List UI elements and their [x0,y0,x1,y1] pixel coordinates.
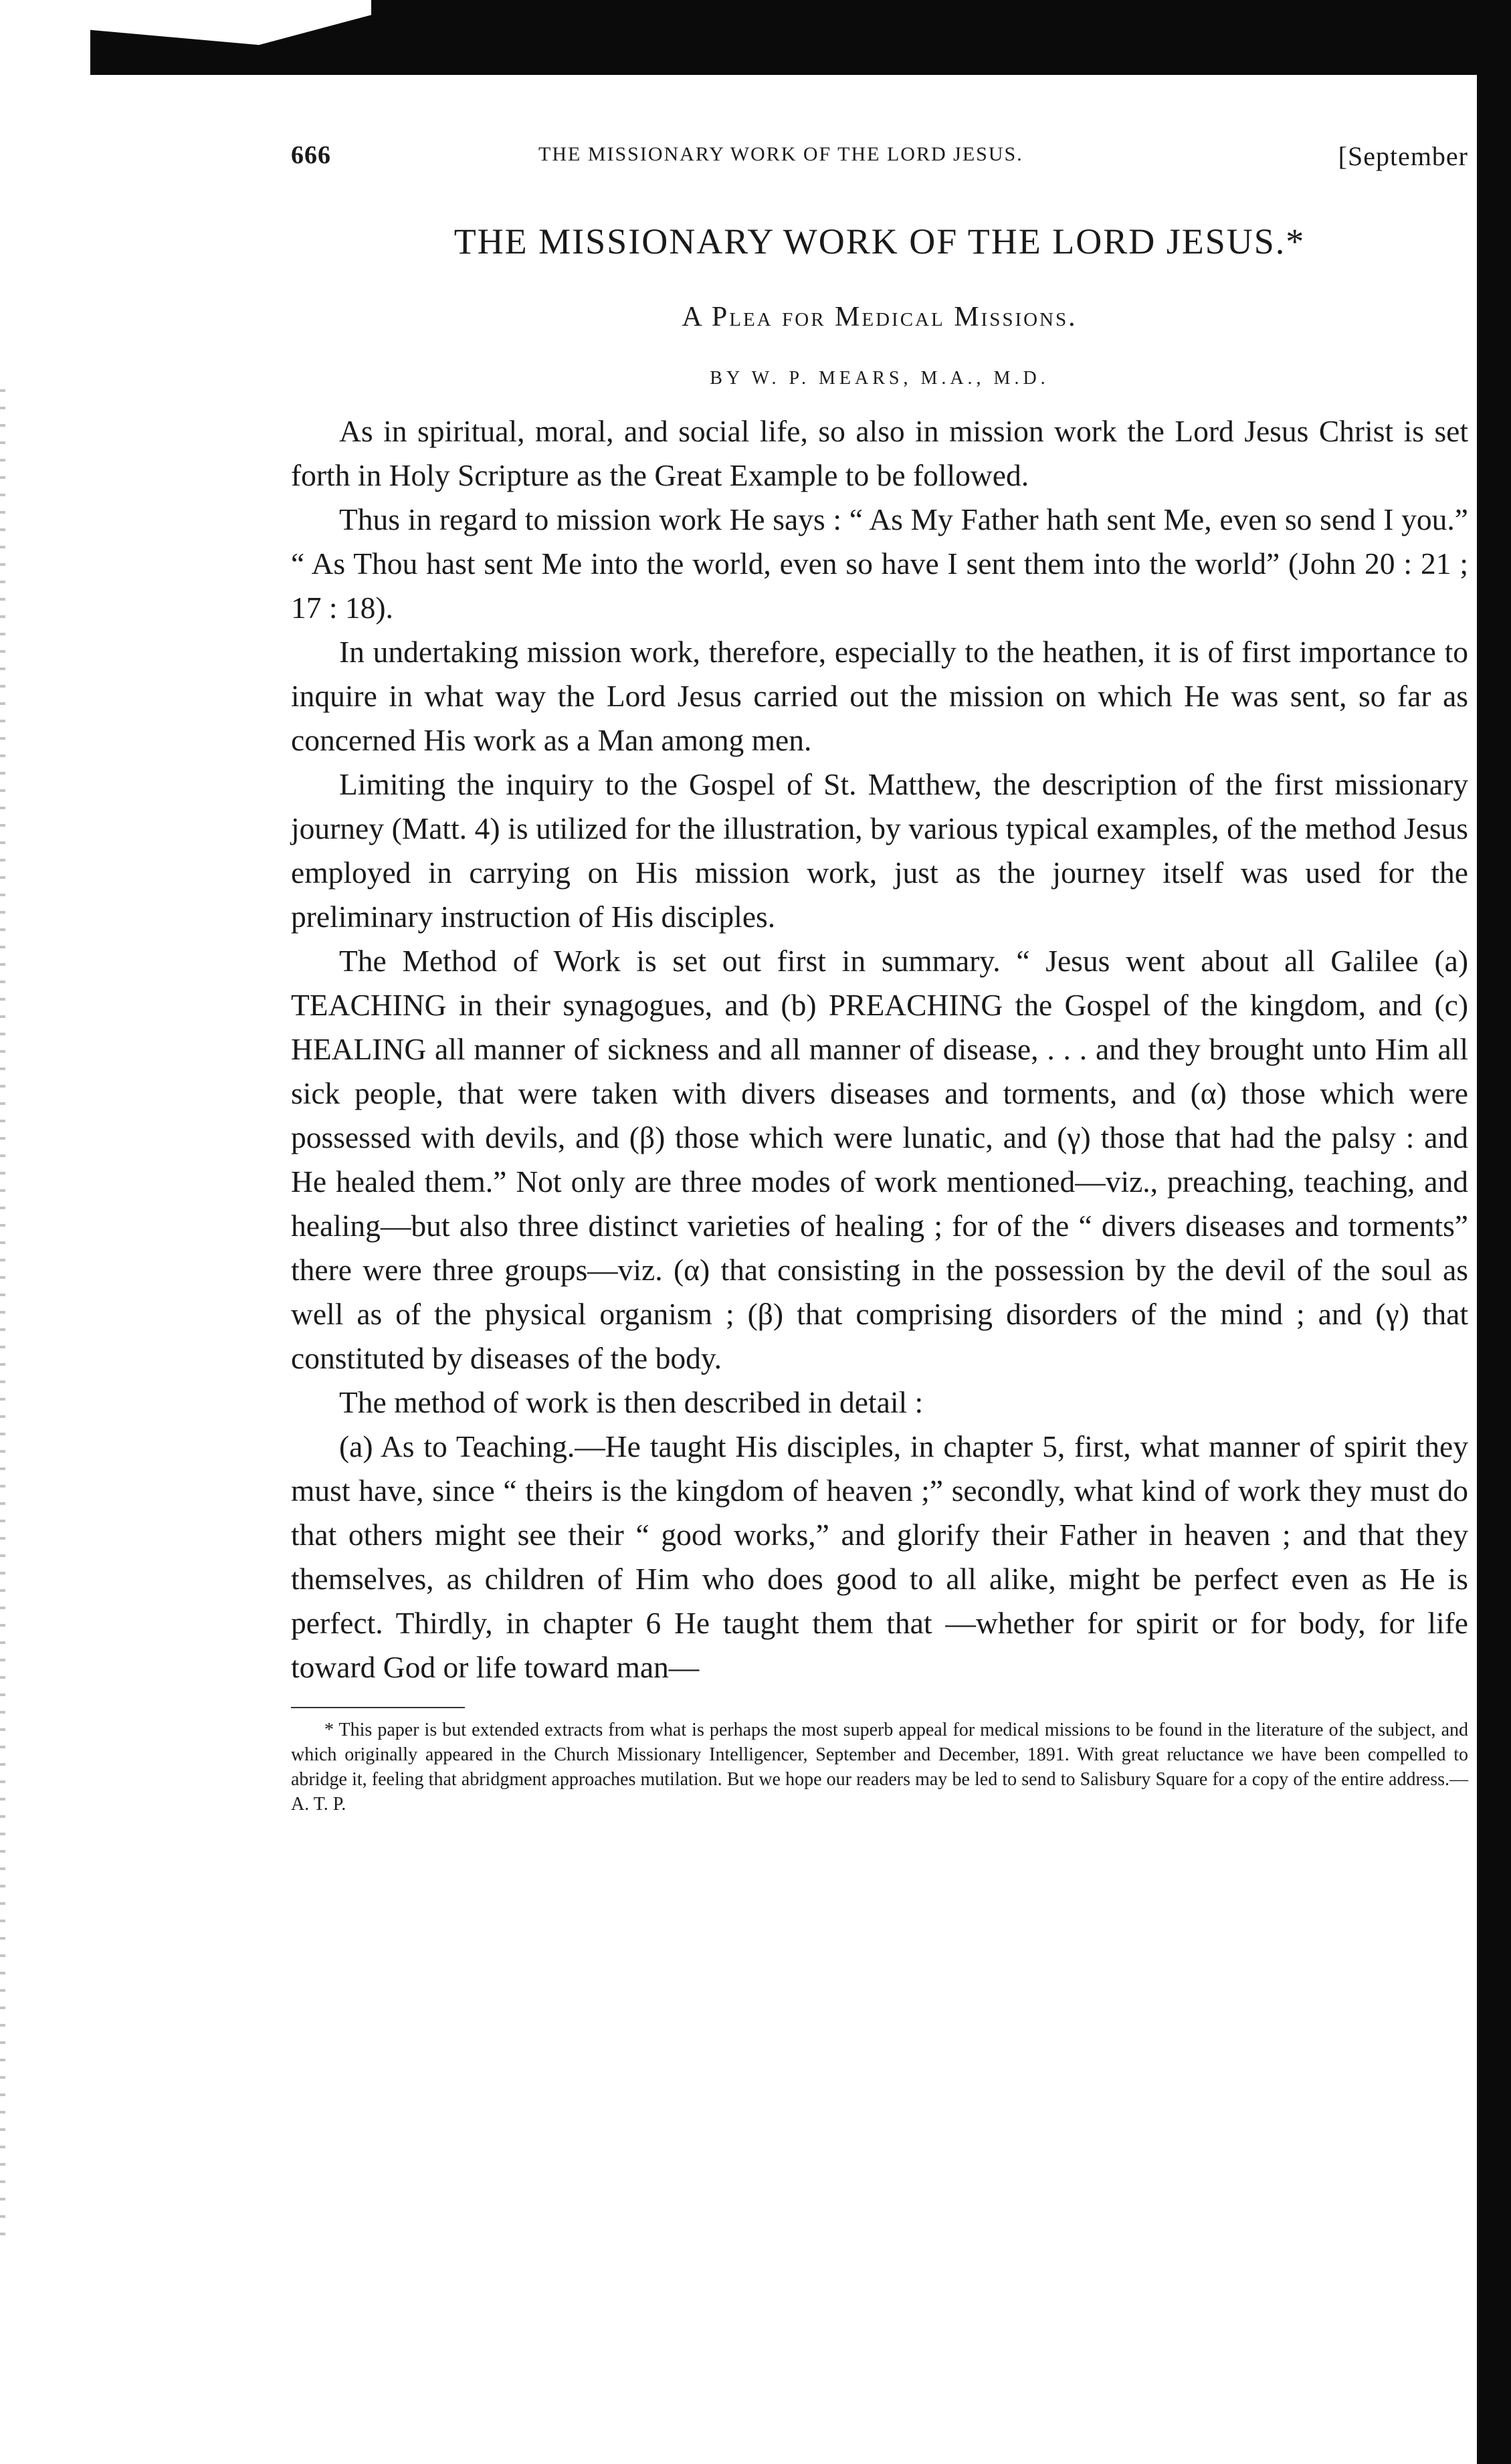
article-byline: BY W. P. MEARS, M.A., M.D. [710,368,1049,389]
scan-right-border [1477,0,1511,2464]
paragraph: As in spiritual, moral, and social life, so also in mission work the Lord Jesus Christ is set forth in Holy Scripture as the Great Example to be followed. [291,414,1468,492]
article-title: THE MISSIONARY WORK OF THE LORD JESUS.* [454,221,1306,262]
page [291,134,1468,2421]
footnote-text: * This paper is but extended extracts from what is perhaps the most superb appeal for medical missions to be found in the literature of the subject, and which originally appeared in the Church Missionary Intelligencer, September and December, 1891. With great reluctance we have been compelled to abridge it, feeling that abridgment approaches mutilation. But we hope our readers may be led to send to Salisbury Square for a copy of the entire address.—A. T. P. [291,1720,1468,1815]
scan-left-edge [0,375,5,2247]
paragraph: In undertaking mission work, therefore, especially to the heathen, it is of first importance to inquire in what way the Lord Jesus carried out the mission on which He was sent, so far as concerned His work as a Man among men. [291,635,1468,757]
page-number: 666 [291,141,331,169]
paragraph: The method of work is then described in detail : [339,1385,924,1419]
paragraph: (a) As to Teaching.—He taught His disciples, in chapter 5, first, what manner of spirit they must have, since “ theirs is the kingdom of heaven ;” secondly, what kind of work they must do that others might see their “ good works,” and glorify their Father in heaven ; and that they themselves, as children of Him who does good to all alike, might be perfect even as He is perfect. Thirdly, in chapter 6 He taught them that —whether for spirit or for body, for life toward God or life toward man— [291,1429,1468,1684]
scan-top-border [90,0,1511,75]
running-month: [September [1338,141,1468,171]
footnote [291,1718,1468,1817]
footnote-rule [291,1707,465,1708]
scan-top-notch [90,0,371,75]
running-title: THE MISSIONARY WORK OF THE LORD JESUS. [538,143,1023,165]
article-subtitle: A Plea for Medical Missions. [682,302,1078,332]
running-head [291,134,1468,174]
paragraph: Limiting the inquiry to the Gospel of St. Matthew, the description of the first missionary journey (Matt. 4) is utilized for the illustration, by various typical examples, of the method Jesus employed in carrying on His mission work, just as the journey itself was used for the preliminary instruction of His disciples. [291,767,1468,934]
article-body [291,409,1468,1689]
paragraph: The Method of Work is set out first in summary. “ Jesus went about all Galilee (a) TEACHING in their synagogues, and (b) PREACHING the Gospel of the kingdom, and (c) HEALING all manner of sickness and all manner of disease, . . . and they brought unto Him all sick people, that were taken with divers diseases and torments, and (α) those which were possessed with devils, and (β) those which were lunatic, and (γ) those that had the palsy : and He healed them.” Not only are three modes of work mentioned—viz., preaching, teaching, and healing—but also three distinct varieties of healing ; for of the “ divers diseases and torments” there were three groups—viz. (α) that consisting in the possession by the devil of the soul as well as of the physical organism ; (β) that comprising disorders of the mind ; and (γ) that constituted by diseases of the body. [291,944,1468,1375]
paragraph: Thus in regard to mission work He says : “ As My Father hath sent Me, even so send I you.” “ As Thou hast sent Me into the world, even so have I sent them into the world” (John 20 : 21 ; 17 : 18). [291,502,1468,625]
